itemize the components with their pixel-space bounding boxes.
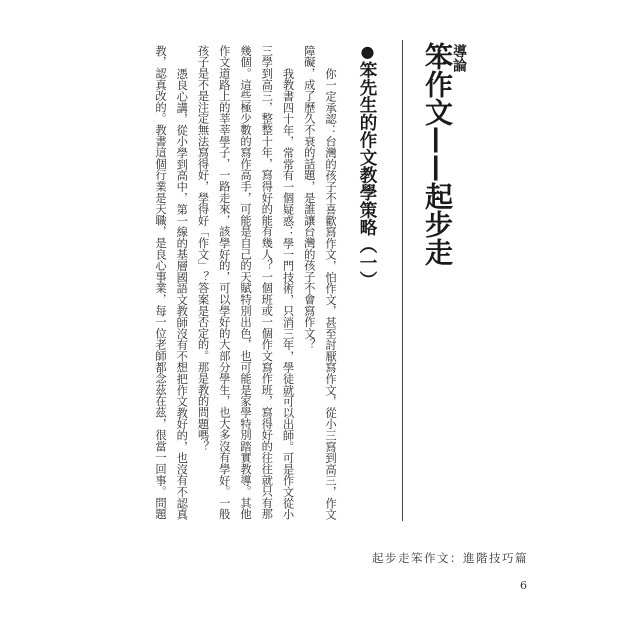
paragraph-2-line-5: 孩子是不是注定無法寫得好，學得好「作文」？答案是否定的。那是教的問題嗎？ [196, 45, 210, 452]
heading-text: 笨先生的作文教學策略（一） [357, 61, 377, 289]
paragraph-2-line-1: 我教書四十年，常常有一個疑惑：學一門技術，只消三年，學徒就可以出師。可是作文從小 [281, 67, 295, 520]
chapter-title: 笨作文——起步走 [421, 42, 454, 266]
running-title: 起步走笨作文：進階技巧篇 [372, 551, 528, 565]
paragraph-3-line-1: 憑良心講，從小學到高中，第一線的基層國語文教師沒有不想把作文教好的，也沒有不認真 [175, 67, 189, 520]
paragraph-1-line-2: 障礙，成了歷久不衰的話題，是誰讓台灣的孩子不會寫作文？ [302, 45, 316, 351]
divider-rule [402, 40, 403, 521]
section-label: 導論 [451, 44, 467, 72]
page-number: 6 [520, 579, 527, 592]
paragraph-3-line-2: 教，認真改的。教書這個行業是天職，是良心事業，每一位老師都念茲在茲，很當一回事。問題 [154, 45, 167, 520]
heading-bullet-icon: ● [358, 42, 377, 61]
paragraph-2-line-4: 作文道路上的莘莘學子，一路走來，該學好的，可以學好的大部分學生，也大多沒有學好。一般 [217, 45, 231, 520]
paragraph-1-line-1: 你一定承認：台灣的孩子不喜歡寫作文，怕作文，甚至討厭寫作文，從小三寫到高三，作文 [324, 67, 337, 520]
paragraph-2-line-3: 幾個。這些極少數的寫作高手，可能是自己的天賦特別出色，也可能是家學特別踏實教導。其他 [239, 45, 252, 520]
paragraph-2-line-2: 三學到高三，整整十年，寫得好的能有幾人？一個班或一個作文寫作班，寫得好的往往就只有那 [260, 45, 274, 520]
section-heading [356, 42, 378, 304]
